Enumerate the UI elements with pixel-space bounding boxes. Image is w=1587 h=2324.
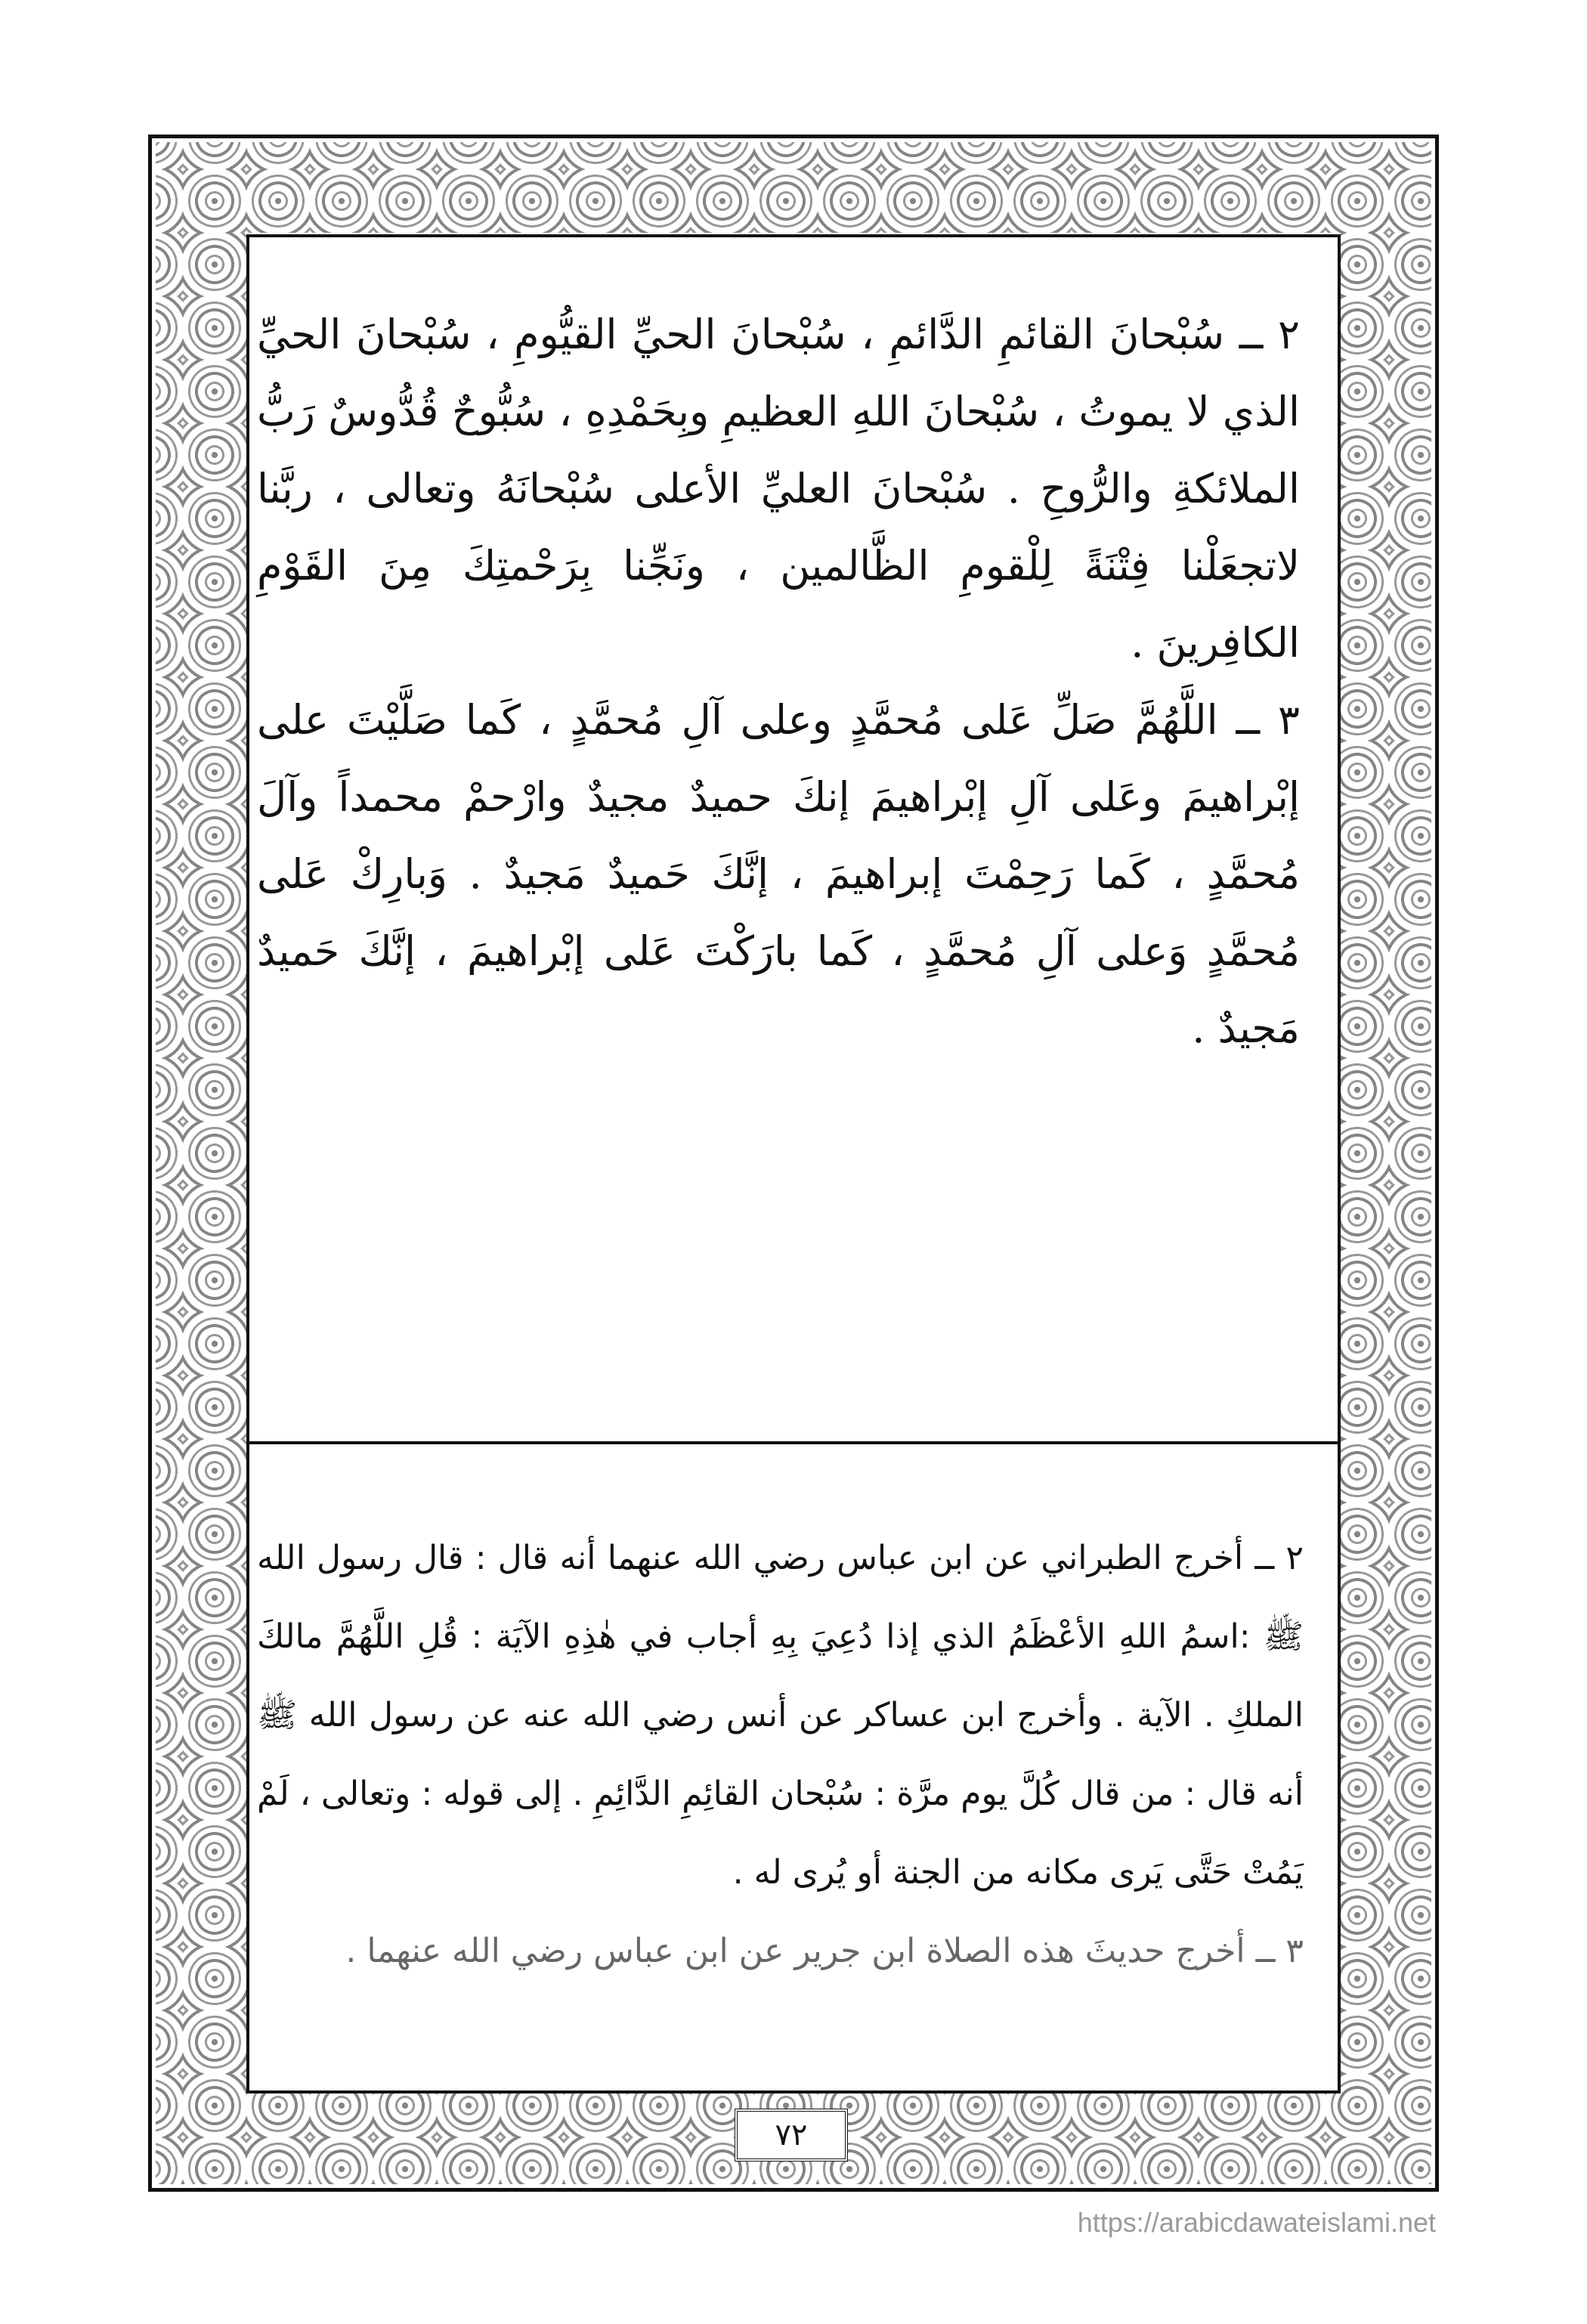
main-paragraph-2: ٢ ــ سُبْحانَ القائمِ الدَّائمِ ، سُبْحانَ الحيِّ القيُّومِ ، سُبْحانَ الحيِّ الذي لا يموتُ ، سُبْحانَ اللهِ العظيمِ وبِحَمْدِهِ ، سُبُّوحٌ قُدُّوسٌ رَبُّ الملائكةِ والرُّوحِ . سُبْحانَ العليِّ الأعلى سُبْحانَهُ وتعالى ، ربَّنا لاتجعَلْنا فِتْنَةً لِلْقومِ الظَّالمين ، ونَجِّنا بِرَحْمتِكَ مِنَ القَوْمِ الكافِرينَ . <box>257 311 1300 667</box>
footnote-3: ٣ ــ أخرج حديثَ هذه الصلاة ابن جرير عن ابن عباس رضي الله عنهما . <box>345 1932 1304 1970</box>
footnotes-block <box>257 1519 1304 1991</box>
page-number: ٧٢ <box>735 2109 848 2162</box>
main-paragraph-3: ٣ ــ اللَّهُمَّ صَلِّ عَلى مُحمَّدٍ وعلى آلِ مُحمَّدٍ ، كَما صَلَّيْتَ على إبْراهيمَ وعَلى آلِ إبْراهيمَ إنكَ حميدٌ مجيدٌ وارْحمْ محمداً وآلَ مُحمَّدٍ ، كَما رَحِمْتَ إبراهيمَ ، إنَّكَ حَميدٌ مَجيدٌ . وَبارِكْ عَلى مُحمَّدٍ وَعلى آلِ مُحمَّدٍ ، كَما بارَكْتَ عَلى إبْراهيمَ ، إنَّكَ حَميدٌ مَجيدٌ . <box>257 696 1300 1052</box>
source-watermark: https://arabicdawateislami.net <box>1077 2207 1436 2238</box>
footnote-2: ٢ ــ أخرج الطبراني عن ابن عباس رضي الله عنهما أنه قال : قال رسول الله ﷺ :اسمُ اللهِ الأعْظَمُ الذي إذا دُعِيَ بِهِ أجاب في هٰذِهِ الآيَة : قُلِ اللَّهُمَّ مالكَ الملكِ . الآية . وأخرج ابن عساكر عن أنس رضي الله عنه عن رسول الله ﷺ أنه قال : من قال كُلَّ يوم مرَّة : سُبْحان القائِمِ الدَّائِمِ . إلى قوله : وتعالى ، لَمْ يَمُتْ حَتَّى يَرى مكانه من الجنة أو يُرى له . <box>257 1539 1304 1892</box>
footnote-divider <box>246 1441 1341 1444</box>
main-text-block <box>257 296 1300 1067</box>
